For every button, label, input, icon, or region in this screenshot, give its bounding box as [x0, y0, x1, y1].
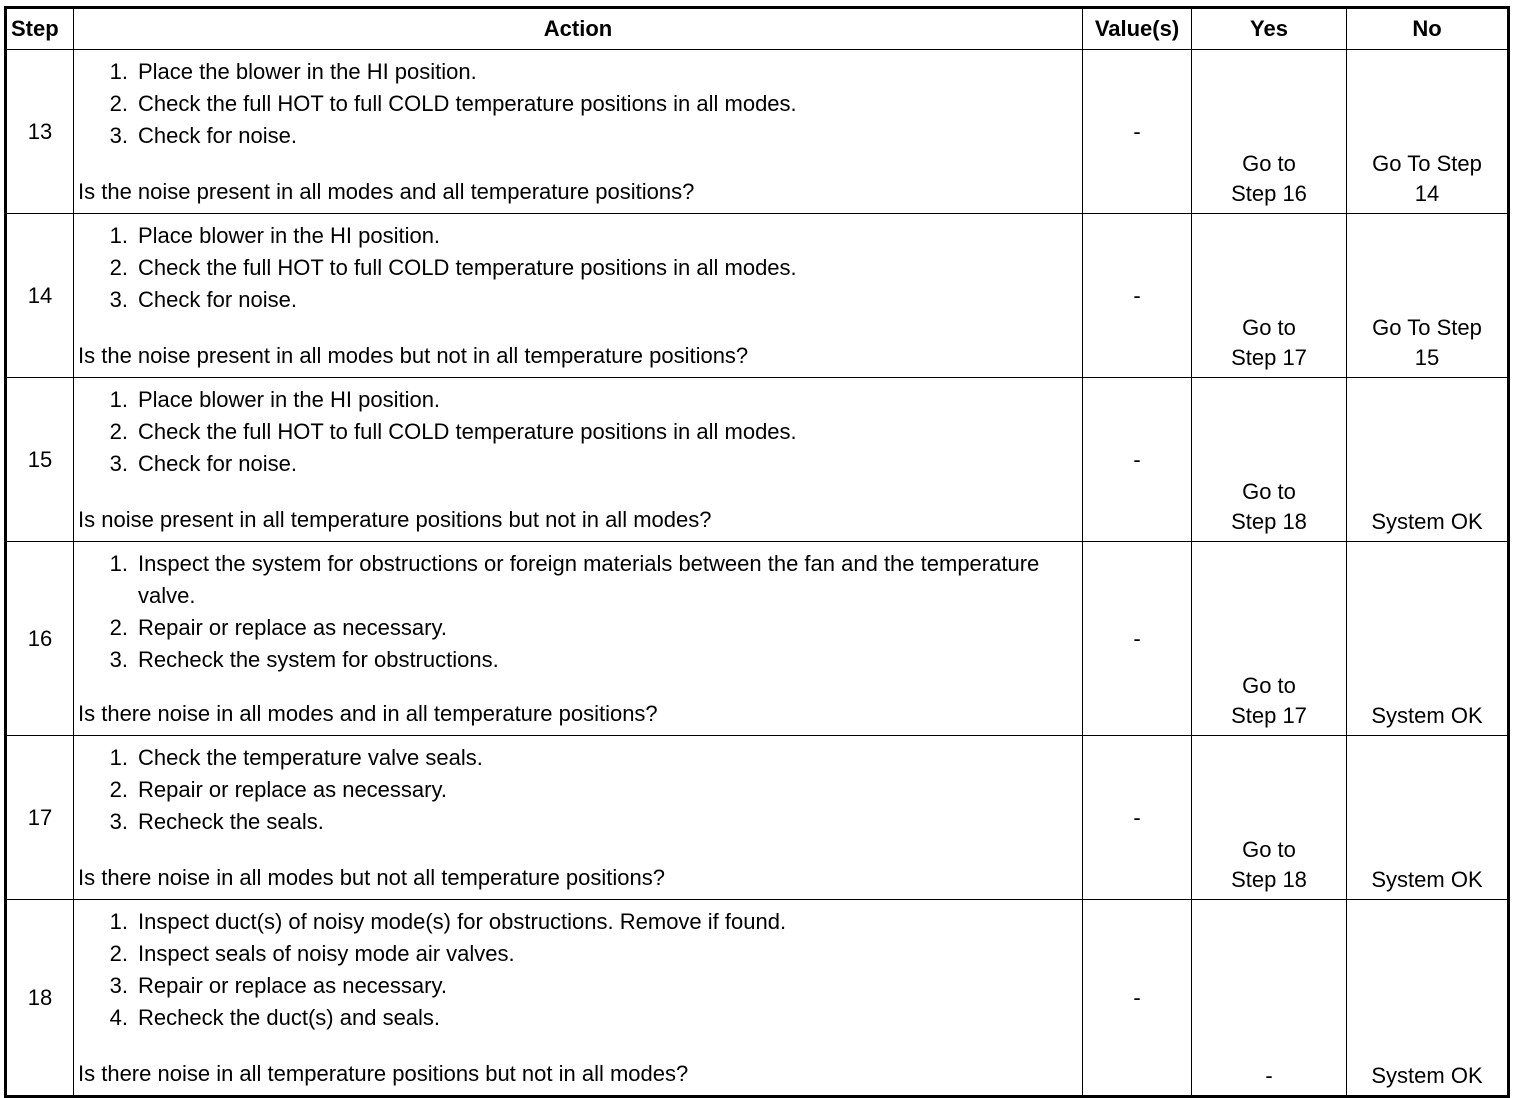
- action-item: [78, 384, 1082, 416]
- item-text: Recheck the system for obstructions.: [138, 647, 499, 672]
- item-number: 1.: [109, 745, 128, 770]
- header-step: Step: [6, 8, 74, 50]
- action-item: [78, 252, 1082, 284]
- header-values: Value(s): [1083, 8, 1192, 50]
- value-cell: -: [1083, 542, 1192, 736]
- action-list: [78, 56, 1082, 152]
- action-cell: [74, 378, 1083, 542]
- action-item: [78, 938, 1082, 970]
- item-number: 1.: [109, 551, 128, 576]
- item-number: 2.: [109, 615, 128, 640]
- header-no: No: [1347, 8, 1509, 50]
- item-number: 1.: [109, 59, 128, 84]
- item-text: Repair or replace as necessary.: [138, 615, 447, 640]
- action-question: Is there noise in all temperature positions but not in all modes?: [78, 1061, 689, 1086]
- item-text: Recheck the duct(s) and seals.: [138, 1005, 441, 1030]
- table-row: [6, 900, 1509, 1097]
- action-item: [78, 88, 1082, 120]
- value-cell: -: [1083, 900, 1192, 1097]
- step-number: 13: [6, 50, 74, 214]
- item-number: 2.: [109, 419, 128, 444]
- action-list: [78, 220, 1082, 316]
- item-number: 2.: [109, 91, 128, 116]
- item-number: 3.: [109, 973, 128, 998]
- yes-cell: Go to Step 18: [1192, 736, 1347, 900]
- action-cell: [74, 736, 1083, 900]
- step-number: 18: [6, 900, 74, 1097]
- item-text: Check for noise.: [138, 287, 297, 312]
- item-text: Repair or replace as necessary.: [138, 777, 447, 802]
- action-list: [78, 384, 1082, 480]
- value-cell: -: [1083, 736, 1192, 900]
- action-item: [78, 548, 1082, 612]
- action-item: [78, 742, 1082, 774]
- action-list: [78, 906, 1082, 1034]
- table-row: [6, 542, 1509, 736]
- action-item: [78, 448, 1082, 480]
- table-row: [6, 736, 1509, 900]
- no-cell: System OK: [1347, 542, 1509, 736]
- item-number: 1.: [109, 387, 128, 412]
- action-item: [78, 612, 1082, 644]
- item-text: Place the blower in the HI position.: [138, 59, 477, 84]
- step-number: 17: [6, 736, 74, 900]
- no-cell: System OK: [1347, 378, 1509, 542]
- table-row: [6, 378, 1509, 542]
- step-number: 15: [6, 378, 74, 542]
- item-text: Check the full HOT to full COLD temperature positions in all modes.: [138, 255, 797, 280]
- value-cell: -: [1083, 214, 1192, 378]
- action-question: Is there noise in all modes and in all temperature positions?: [78, 701, 658, 726]
- header-yes: Yes: [1192, 8, 1347, 50]
- value-cell: -: [1083, 50, 1192, 214]
- table-row: [6, 50, 1509, 214]
- header-row: [6, 8, 1509, 50]
- action-item: [78, 220, 1082, 252]
- item-number: 1.: [109, 223, 128, 248]
- action-question: Is there noise in all modes but not all temperature positions?: [78, 865, 665, 890]
- action-list: [78, 548, 1082, 676]
- yes-cell: Go to Step 16: [1192, 50, 1347, 214]
- item-number: 2.: [109, 777, 128, 802]
- action-question: Is the noise present in all modes but not in all temperature positions?: [78, 343, 749, 368]
- item-text: Check the temperature valve seals.: [138, 745, 483, 770]
- item-text: Inspect seals of noisy mode air valves.: [138, 941, 515, 966]
- item-text: Check the full HOT to full COLD temperature positions in all modes.: [138, 419, 797, 444]
- step-number: 16: [6, 542, 74, 736]
- action-item: [78, 970, 1082, 1002]
- action-question: Is noise present in all temperature positions but not in all modes?: [78, 507, 712, 532]
- action-cell: [74, 214, 1083, 378]
- item-number: 3.: [109, 287, 128, 312]
- item-text: Inspect duct(s) of noisy mode(s) for obstructions. Remove if found.: [138, 909, 787, 934]
- action-cell: [74, 900, 1083, 1097]
- no-cell: System OK: [1347, 736, 1509, 900]
- item-number: 2.: [109, 255, 128, 280]
- table-row: [6, 214, 1509, 378]
- header-action: Action: [74, 8, 1083, 50]
- item-number: 4.: [109, 1005, 128, 1030]
- value-cell: -: [1083, 378, 1192, 542]
- action-item: [78, 644, 1082, 676]
- action-item: [78, 1002, 1082, 1034]
- item-text: Check for noise.: [138, 451, 297, 476]
- action-item: [78, 906, 1082, 938]
- item-text: Check for noise.: [138, 123, 297, 148]
- diagnostic-table: [4, 6, 1510, 1098]
- item-number: 1.: [109, 909, 128, 934]
- item-number: 3.: [109, 809, 128, 834]
- item-number: 3.: [109, 647, 128, 672]
- action-question: Is the noise present in all modes and all temperature positions?: [78, 179, 695, 204]
- yes-cell: -: [1192, 900, 1347, 1097]
- item-text: Place blower in the HI position.: [138, 387, 441, 412]
- yes-cell: Go to Step 17: [1192, 542, 1347, 736]
- yes-cell: Go to Step 17: [1192, 214, 1347, 378]
- item-text: Recheck the seals.: [138, 809, 324, 834]
- no-cell: Go To Step 15: [1347, 214, 1509, 378]
- item-text: Place blower in the HI position.: [138, 223, 441, 248]
- no-cell: Go To Step 14: [1347, 50, 1509, 214]
- action-item: [78, 120, 1082, 152]
- item-text: Repair or replace as necessary.: [138, 973, 447, 998]
- action-item: [78, 284, 1082, 316]
- action-item: [78, 416, 1082, 448]
- step-number: 14: [6, 214, 74, 378]
- action-item: [78, 806, 1082, 838]
- item-text: Inspect the system for obstructions or foreign materials between the fan and the temperature valve.: [138, 551, 1040, 608]
- item-number: 2.: [109, 941, 128, 966]
- action-cell: [74, 542, 1083, 736]
- no-cell: System OK: [1347, 900, 1509, 1097]
- item-number: 3.: [109, 123, 128, 148]
- yes-cell: Go to Step 18: [1192, 378, 1347, 542]
- action-item: [78, 56, 1082, 88]
- item-text: Check the full HOT to full COLD temperature positions in all modes.: [138, 91, 797, 116]
- action-cell: [74, 50, 1083, 214]
- action-item: [78, 774, 1082, 806]
- item-number: 3.: [109, 451, 128, 476]
- action-list: [78, 742, 1082, 838]
